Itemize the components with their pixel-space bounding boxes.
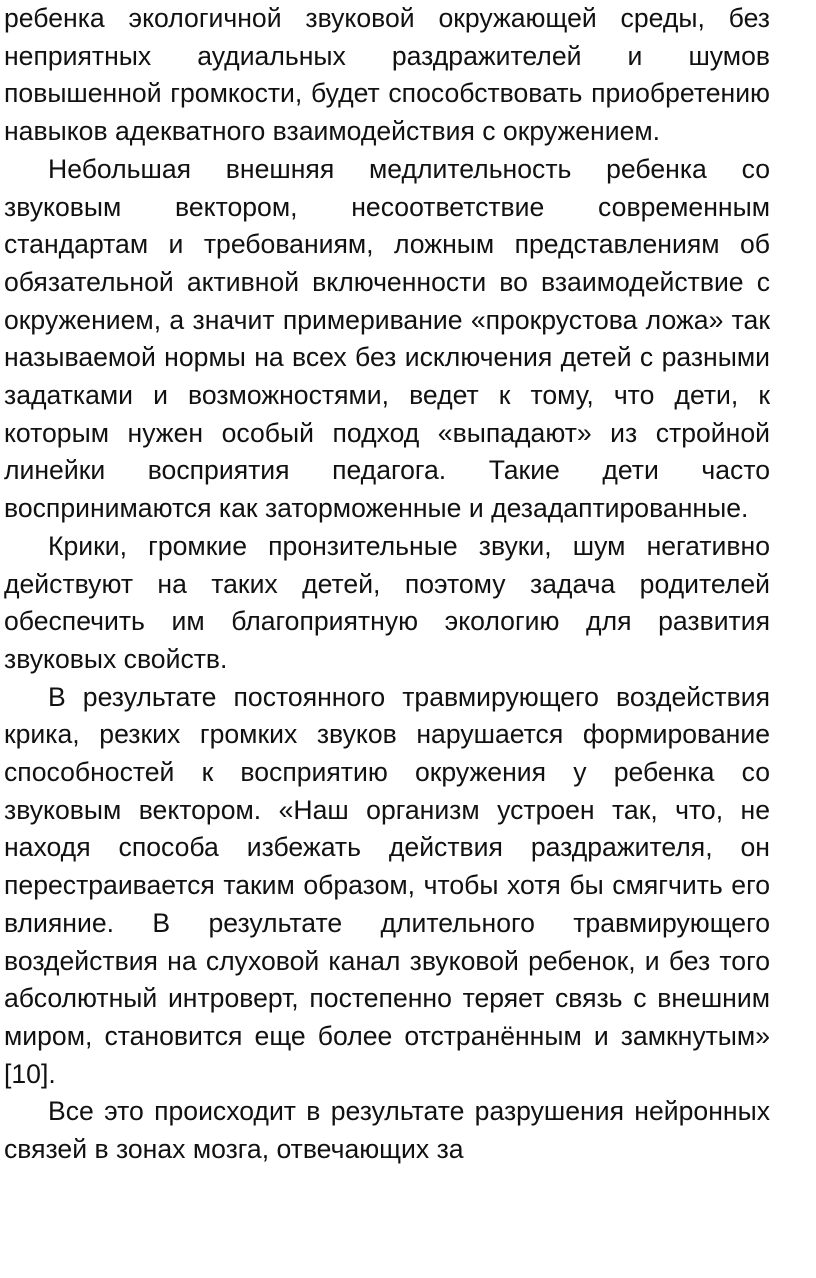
paragraph-trauma: В результате постоянного травмирующего воздействия крика, резких громких звуков нарушается формирование способностей к восприятию окружения у ребенка со звуковым вектором. «Наш организм устроен так, что, не находя способа избежать действия раздражителя, он перестраивается таким образом, чтобы хотя бы смягчить его влияние. В результате длительного травмирующего воздействия на слуховой канал звуковой ребенок, и без того абсолютный интроверт, постепенно теряет связь с внешним миром, становится еще более отстранённым и замкнутым» [10]. <box>4 681 770 1089</box>
paragraph-neural: Все это происходит в результате разрушения нейронных связей в зонах мозга, отвечающих за <box>4 1096 770 1165</box>
paragraph-continuation: ребенка экологичной звуковой окружающей среды, без неприятных аудиальных раздражителей и шумов повышенной громкости, будет способствовать приобретению навыков адекватного взаимодействия с окружением. <box>4 3 770 147</box>
paragraph-slowness: Небольшая внешняя медлительность ребенка со звуковым вектором, несоответствие современным стандартам и требованиям, ложным представлениям об обязательной активной включенности во взаимодействие с окружением, а значит примеривание «прокрустова ложа» так называемой нормы на всех без исключения детей с разными задатками и возможностями, ведет к тому, что дети, к которым нужен особый подход «выпадают» из стройной линейки восприятия педагога. Такие дети часто воспринимаются как заторможенные и дезадаптированные. <box>4 153 770 524</box>
paragraph-noise: Крики, громкие пронзительные звуки, шум негативно действуют на таких детей, поэтому задача родителей обеспечить им благоприятную экологию для развития звуковых свойств. <box>4 530 770 674</box>
